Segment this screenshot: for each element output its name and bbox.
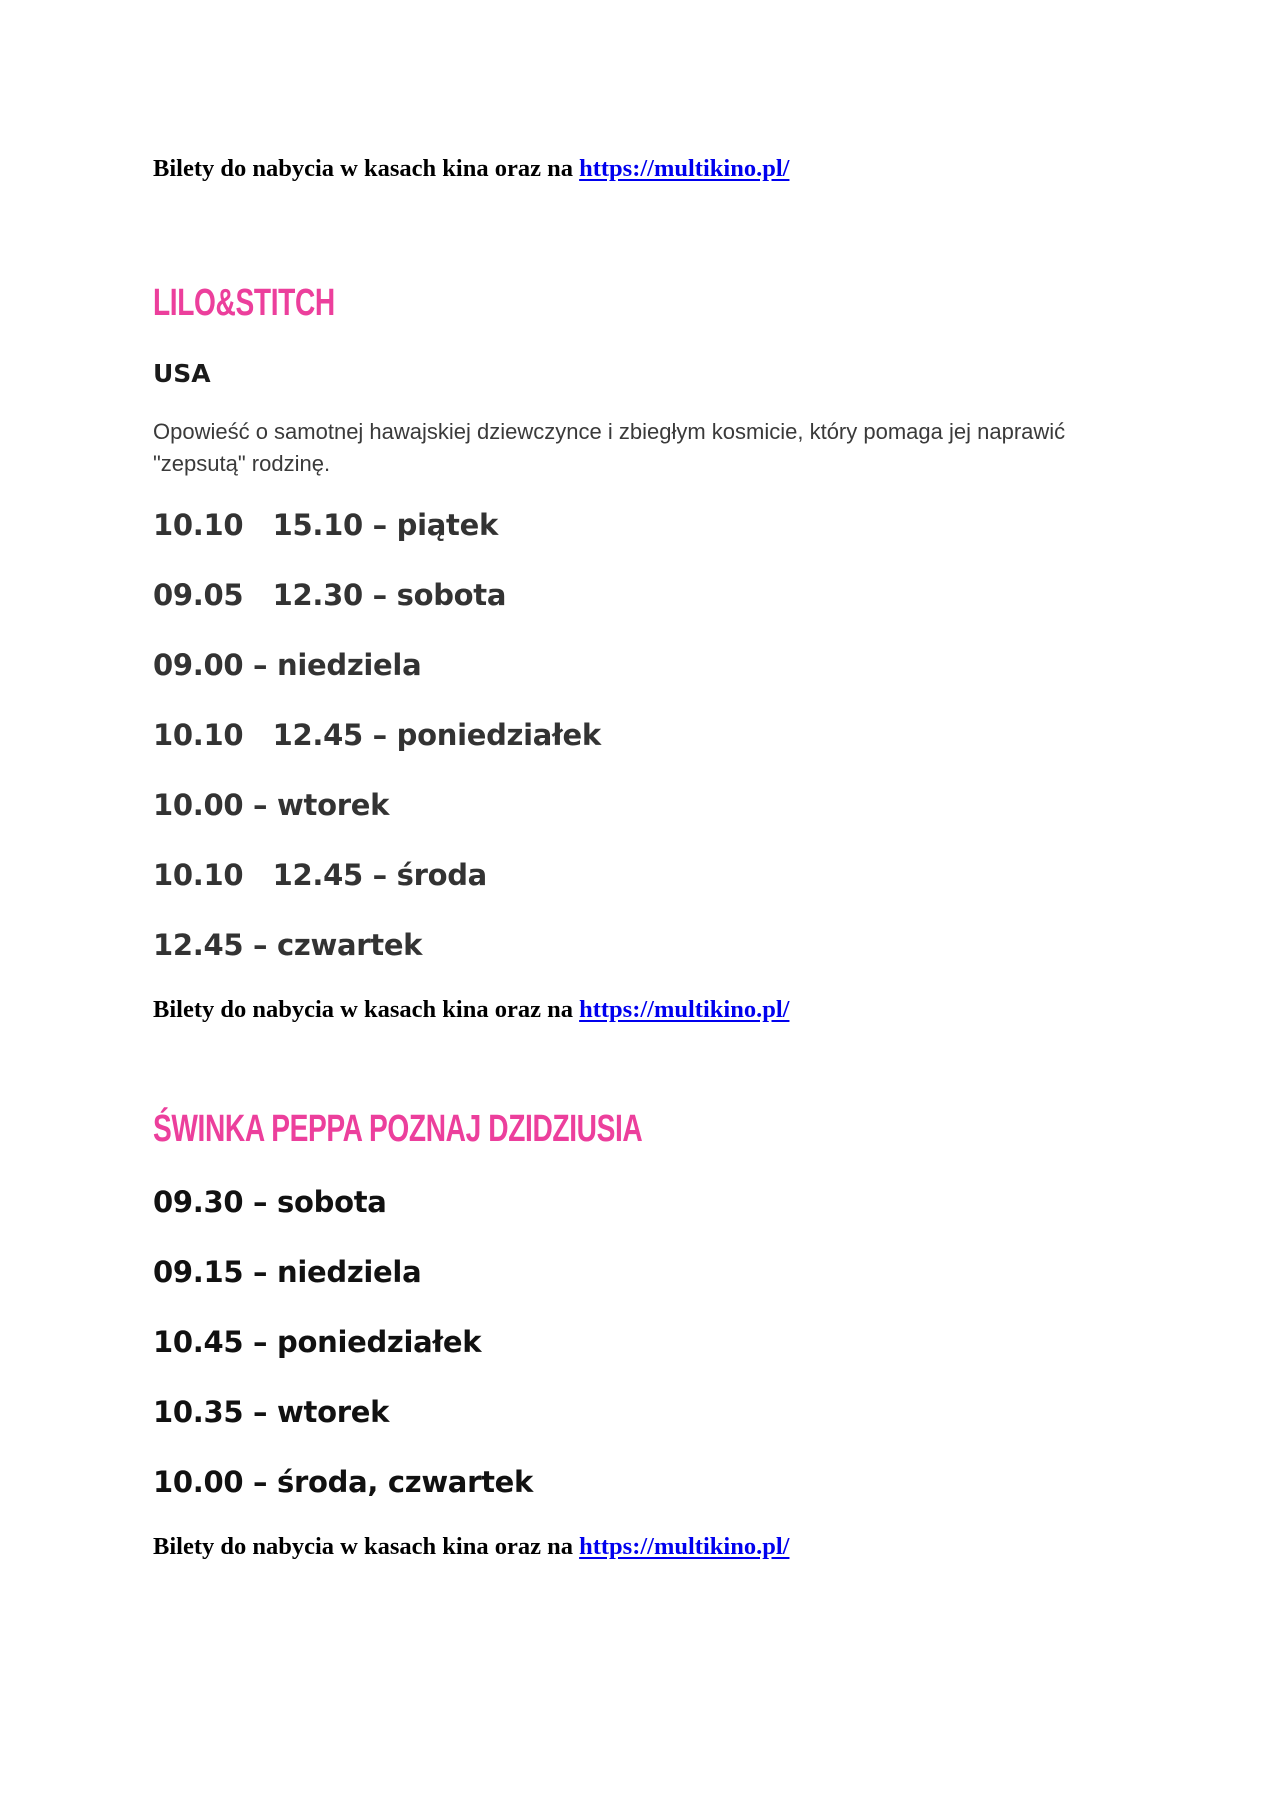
tickets-text: Bilety do nabycia w kasach kina oraz na [153, 1533, 580, 1560]
movie-title-peppa: ŚWINKA PEPPA POZNAJ DZIDZIUSIA [153, 1108, 643, 1150]
multikino-link[interactable]: https://multikino.pl/ [579, 996, 790, 1023]
showtime-row: 10.00 – wtorek [153, 788, 390, 822]
movie-description: Opowieść o samotnej hawajskiej dziewczynce i zbiegłym kosmicie, który pomaga jej naprawić "zepsutą" rodzinę. [153, 419, 1066, 476]
multikino-link[interactable]: https://multikino.pl/ [579, 1533, 790, 1560]
showtime-row: 09.30 – sobota [153, 1185, 387, 1219]
movie-country: USA [153, 359, 211, 388]
showtime-row: 10.35 – wtorek [153, 1395, 390, 1429]
showtime-row: 10.10 15.10 – piątek [153, 508, 498, 542]
showtime-row: 10.00 – środa, czwartek [153, 1465, 533, 1499]
showtime-row: 09.15 – niedziela [153, 1255, 422, 1289]
showtime-row: 10.10 12.45 – poniedziałek [153, 718, 601, 752]
showtime-row: 12.45 – czwartek [153, 928, 423, 962]
tickets-text: Bilety do nabycia w kasach kina oraz na [153, 996, 580, 1023]
movie-title-lilo-stitch: LILO&STITCH [153, 282, 335, 324]
showtime-row: 10.45 – poniedziałek [153, 1325, 482, 1359]
showtime-row: 09.00 – niedziela [153, 648, 422, 682]
tickets-text: Bilety do nabycia w kasach kina oraz na [153, 155, 580, 182]
showtime-row: 10.10 12.45 – środa [153, 858, 487, 892]
multikino-link[interactable]: https://multikino.pl/ [579, 155, 790, 182]
tickets-info-lilo [153, 998, 789, 1023]
tickets-info-top [153, 157, 789, 182]
showtime-row: 09.05 12.30 – sobota [153, 578, 507, 612]
tickets-info-peppa [153, 1535, 789, 1560]
